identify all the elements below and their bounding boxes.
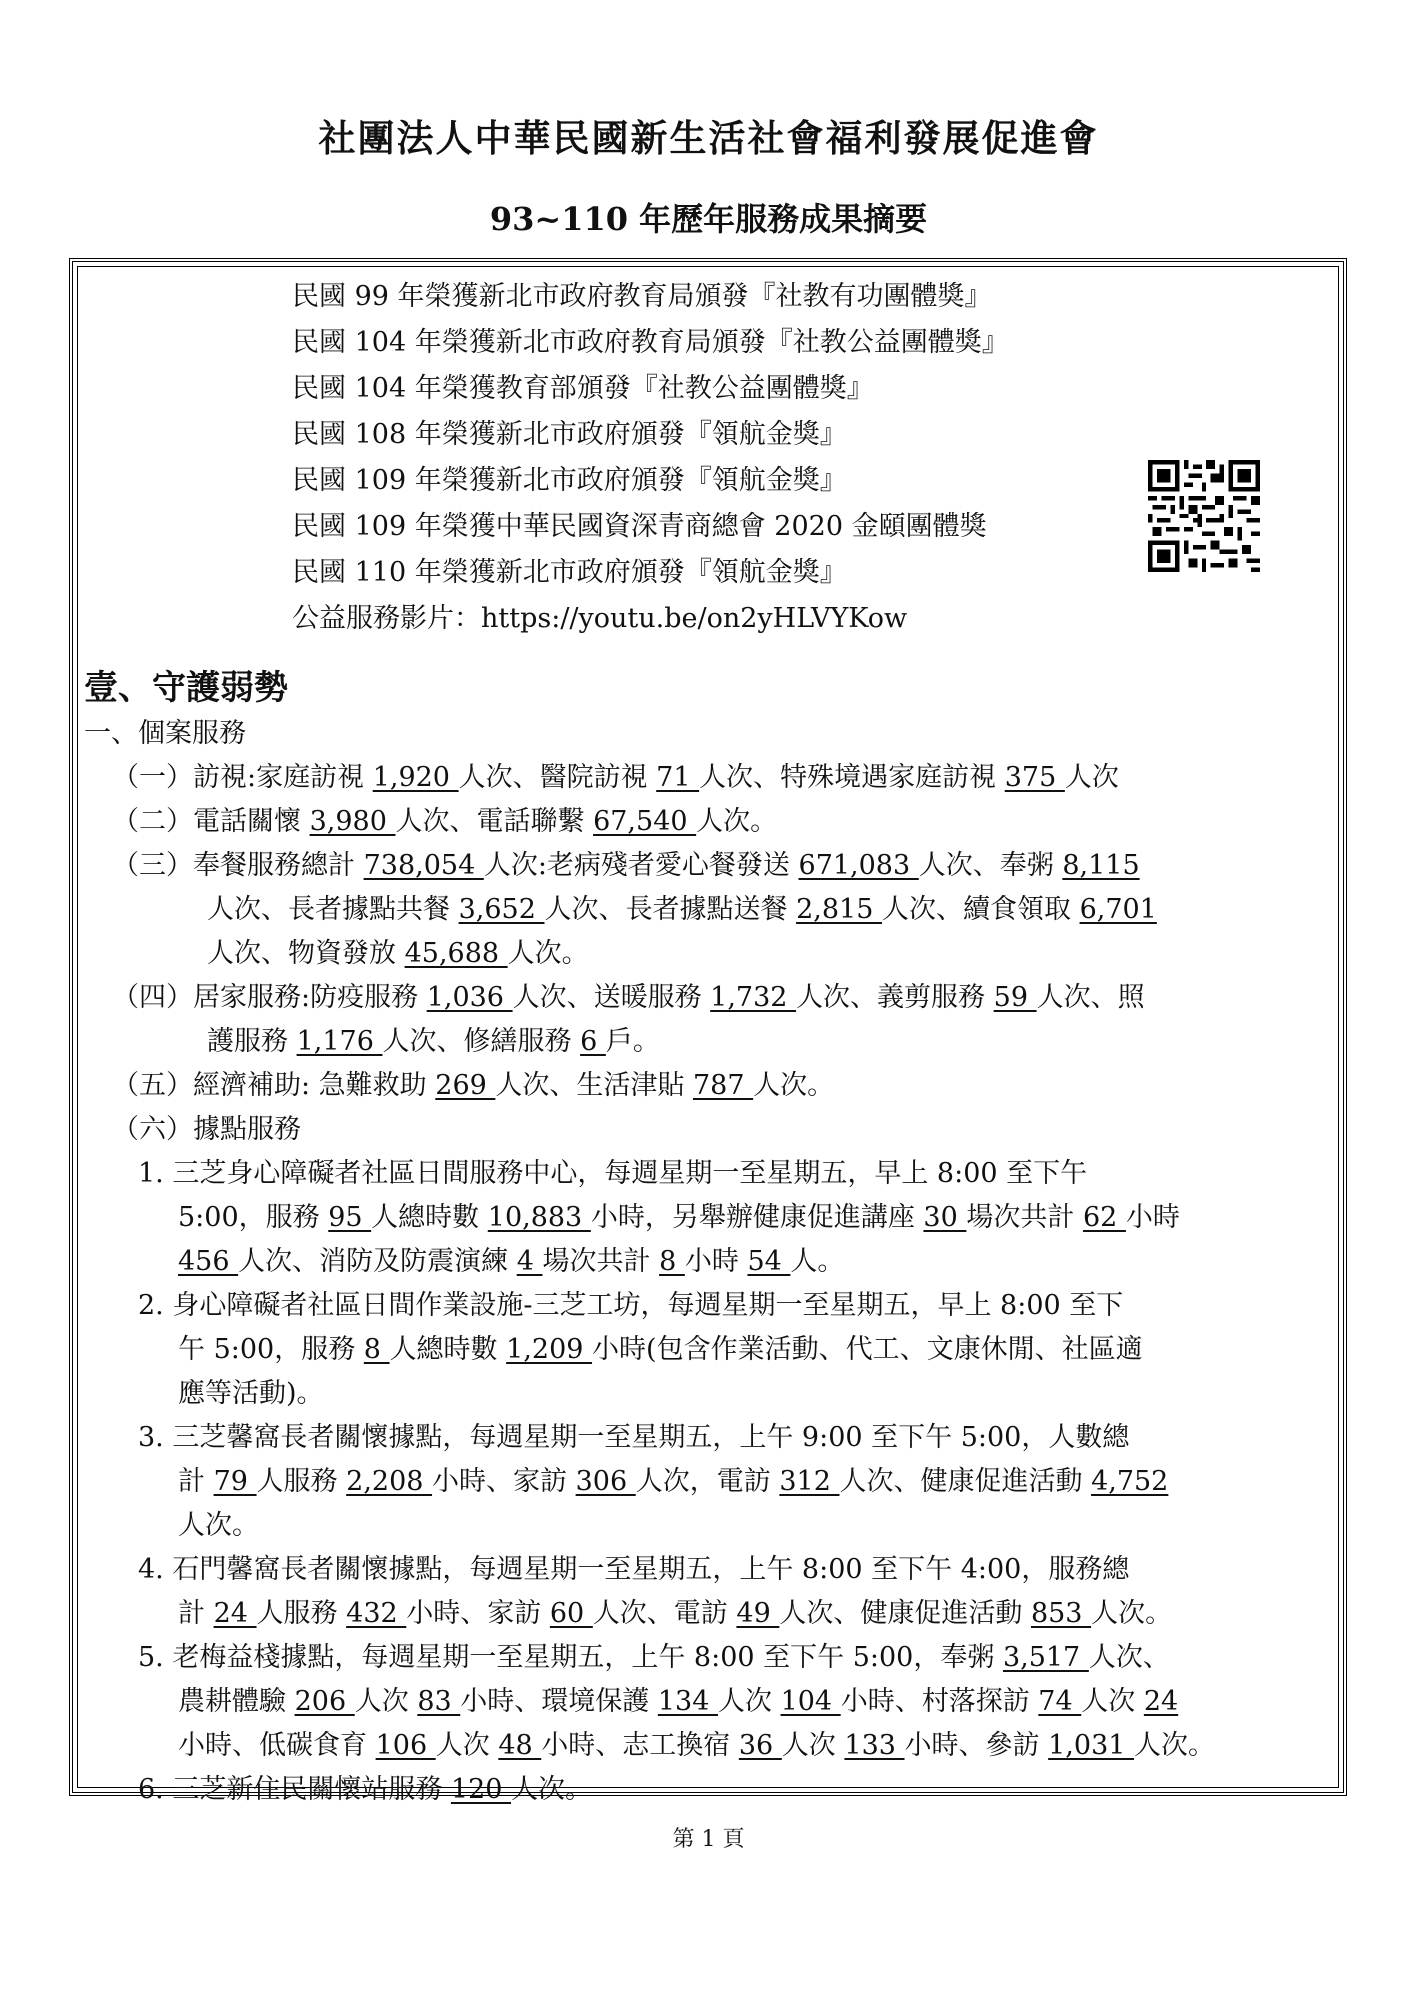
service-line <box>178 1512 259 1539</box>
qr-code-icon[interactable] <box>1148 460 1260 572</box>
stat-value: 104 <box>780 1686 841 1717</box>
stat-value: 4,752 <box>1091 1466 1169 1497</box>
award-line: 民國 104 年榮獲新北市政府教育局頒發『社教公益團體獎』 <box>292 327 1009 358</box>
line-text: 小時、家訪 <box>406 1598 550 1629</box>
line-text: 人次、醫院訪視 <box>458 762 657 793</box>
stat-value: 49 <box>736 1598 780 1629</box>
stat-value: 83 <box>417 1686 461 1717</box>
stat-value: 2,208 <box>346 1466 433 1497</box>
line-text: 人次。 <box>1134 1730 1216 1761</box>
line-text: 小時 <box>684 1246 748 1277</box>
award-line: 民國 104 年榮獲教育部頒發『社教公益團體獎』 <box>292 373 874 404</box>
stat-value: 1,920 <box>372 762 459 793</box>
service-line <box>178 1600 1172 1627</box>
stat-value: 24 <box>213 1598 257 1629</box>
award-line: 民國 108 年榮獲新北市政府頒發『領航金獎』 <box>292 419 847 450</box>
line-text: 人。 <box>790 1246 845 1277</box>
stat-value: 3,652 <box>458 894 545 925</box>
stat-value: 1,732 <box>710 982 797 1013</box>
line-text: 一、個案服務 <box>84 718 246 749</box>
service-line <box>138 1292 1123 1319</box>
line-text: 小時，另舉辦健康促進講座 <box>590 1202 924 1233</box>
line-text: 人次、續食領取 <box>881 894 1080 925</box>
line-text: 人次。 <box>696 806 778 837</box>
line-text: 人次、健康促進活動 <box>779 1598 1031 1629</box>
line-text: 計 <box>178 1598 214 1629</box>
line-text: （五）經濟補助: 急難救助 <box>112 1070 436 1101</box>
stat-value: 60 <box>549 1598 593 1629</box>
stat-value: 1,209 <box>506 1334 593 1365</box>
line-text: 6. 三芝新住民關懷站服務 <box>138 1774 451 1805</box>
line-text: 人次。 <box>178 1510 259 1541</box>
line-text: 小時、志工換宿 <box>541 1730 739 1761</box>
line-text: 小時、環境保護 <box>460 1686 658 1717</box>
stat-value: 787 <box>692 1070 754 1101</box>
subsection-heading <box>84 720 246 747</box>
video-link[interactable]: 公益服務影片：https://youtu.be/on2yHLVYKow <box>292 603 908 634</box>
line-text: 人次、電訪 <box>592 1598 737 1629</box>
line-text: 人次，電訪 <box>635 1466 780 1497</box>
line-text: 人次、健康促進活動 <box>839 1466 1092 1497</box>
document-subtitle: 93~110 年歷年服務成果摘要 <box>489 200 928 238</box>
stat-value: 269 <box>435 1070 496 1101</box>
line-text: 小時、家訪 <box>432 1466 576 1497</box>
service-line <box>178 1732 1215 1759</box>
line-text: 4. 石門馨窩長者關懷據點，每週星期一至星期五，上午 8:00 至下午 4:00，服務總 <box>138 1554 1130 1585</box>
line-text: 人次 <box>781 1730 845 1761</box>
section-title: 壹、守護弱勢 <box>84 668 288 708</box>
service-line <box>178 1204 1180 1231</box>
stat-value: 2,815 <box>796 894 882 925</box>
service-line <box>178 1248 844 1275</box>
stat-value: 36 <box>738 1730 782 1761</box>
service-line <box>112 852 1140 879</box>
service-line <box>112 1116 301 1143</box>
stat-value: 432 <box>346 1598 407 1629</box>
line-text: 人次、奉粥 <box>918 850 1063 881</box>
page-number: 第 1 頁 <box>672 1827 745 1852</box>
line-text: 人次 <box>435 1730 499 1761</box>
line-text: 3. 三芝馨窩長者關懷據點，每週星期一至星期五，上午 9:00 至下午 5:00，人數總 <box>138 1422 1130 1453</box>
stat-value: 206 <box>294 1686 355 1717</box>
stat-value: 62 <box>1082 1202 1126 1233</box>
line-text: 農耕體驗 <box>178 1686 295 1717</box>
stat-value: 79 <box>213 1466 257 1497</box>
service-line <box>138 1644 1170 1671</box>
line-text: 人次 <box>354 1686 418 1717</box>
line-text: 人次、物資發放 <box>207 938 405 969</box>
stat-value: 375 <box>1004 762 1065 793</box>
stat-value: 312 <box>779 1466 840 1497</box>
stat-value: 3,517 <box>1002 1642 1089 1673</box>
line-text: 人次、送暖服務 <box>512 982 711 1013</box>
line-text: 人服務 <box>256 1598 347 1629</box>
line-text: 小時、參訪 <box>904 1730 1049 1761</box>
stat-value: 1,036 <box>426 982 513 1013</box>
stat-value: 6,701 <box>1079 894 1157 925</box>
service-line <box>112 808 777 835</box>
award-line: 民國 109 年榮獲中華民國資深青商總會 2020 金頤團體獎 <box>292 511 987 542</box>
stat-value: 67,540 <box>593 806 697 837</box>
stat-value: 45,688 <box>404 938 508 969</box>
stat-value: 8 <box>363 1334 390 1365</box>
service-line <box>178 1468 1168 1495</box>
service-line <box>207 1028 660 1055</box>
award-line: 民國 99 年榮獲新北市政府教育局頒發『社教有功團體獎』 <box>292 281 992 312</box>
line-text: 5. 老梅益棧據點，每週星期一至星期五，上午 8:00 至下午 5:00，奉粥 <box>138 1642 1003 1673</box>
document-title: 社團法人中華民國新生活社會福利發展促進會 <box>318 116 1099 160</box>
stat-value: 48 <box>498 1730 542 1761</box>
line-text: 人次、長者據點送餐 <box>544 894 797 925</box>
stat-value: 3,980 <box>309 806 396 837</box>
line-text: 計 <box>178 1466 214 1497</box>
line-text: 人次。 <box>753 1070 835 1101</box>
line-text: 人次 <box>1081 1686 1144 1717</box>
stat-value: 106 <box>375 1730 436 1761</box>
line-text: 人次、照 <box>1036 982 1145 1013</box>
line-text: 人次、電話聯繫 <box>395 806 594 837</box>
stat-value: 8,115 <box>1062 850 1140 881</box>
line-text: （二）電話關懷 <box>112 806 310 837</box>
line-text: 小時(包含作業活動、代工、文康休閒、社區適 <box>592 1334 1143 1365</box>
line-text: 1. 三芝身心障礙者社區日間服務中心，每週星期一至星期五，早上 8:00 至下午 <box>138 1158 1088 1189</box>
line-text: 人次 <box>717 1686 781 1717</box>
line-text: 人次。 <box>507 938 589 969</box>
line-text: 人次、生活津貼 <box>495 1070 693 1101</box>
stat-value: 671,083 <box>798 850 919 881</box>
service-line <box>178 1336 1143 1363</box>
line-text: 小時、村落探訪 <box>840 1686 1039 1717</box>
line-text: 2. 身心障礙者社區日間作業設施-三芝工坊，每週星期一至星期五，早上 8:00 至下 <box>138 1290 1124 1321</box>
service-line <box>207 896 1157 923</box>
stat-value: 54 <box>747 1246 791 1277</box>
stat-value: 306 <box>575 1466 636 1497</box>
stat-value: 134 <box>657 1686 718 1717</box>
line-text: 午 5:00，服務 <box>178 1334 364 1365</box>
line-text: 人次、修繕服務 <box>382 1026 581 1057</box>
line-text: 人次 <box>1064 762 1119 793</box>
service-line <box>112 1072 834 1099</box>
stat-value: 30 <box>923 1202 967 1233</box>
stat-value: 456 <box>178 1246 239 1277</box>
line-text: 人次、特殊境遇家庭訪視 <box>699 762 1005 793</box>
line-text: （一）訪視:家庭訪視 <box>112 762 373 793</box>
line-text: 人服務 <box>256 1466 347 1497</box>
line-text: 場次共計 <box>966 1202 1083 1233</box>
stat-value: 853 <box>1030 1598 1092 1629</box>
stat-value: 59 <box>993 982 1037 1013</box>
line-text: 人總時數 <box>371 1202 488 1233</box>
line-text: 人次:老病殘者愛心餐發送 <box>483 850 799 881</box>
service-line <box>112 764 1119 791</box>
stat-value: 4 <box>516 1246 543 1277</box>
service-line <box>138 1776 592 1803</box>
line-text: 5:00，服務 <box>178 1202 329 1233</box>
line-text: 場次共計 <box>542 1246 660 1277</box>
stat-value: 120 <box>450 1774 512 1805</box>
line-text: 人次、長者據點共餐 <box>207 894 459 925</box>
line-text: 應等活動)。 <box>178 1378 324 1409</box>
line-text: （三）奉餐服務總計 <box>112 850 364 881</box>
award-line: 民國 109 年榮獲新北市政府頒發『領航金獎』 <box>292 465 847 496</box>
stat-value: 6 <box>580 1026 606 1057</box>
service-line <box>138 1424 1129 1451</box>
stat-value: 738,054 <box>363 850 484 881</box>
line-text: 人次。 <box>511 1774 593 1805</box>
stat-value: 10,883 <box>487 1202 591 1233</box>
line-text: （六）據點服務 <box>112 1114 301 1145</box>
service-line <box>138 1556 1129 1583</box>
line-text: 小時、低碳食育 <box>178 1730 376 1761</box>
service-line <box>178 1688 1178 1715</box>
stat-value: 95 <box>328 1202 372 1233</box>
line-text: 人總時數 <box>389 1334 507 1365</box>
service-line <box>207 940 589 967</box>
stat-value: 1,031 <box>1048 1730 1135 1761</box>
line-text: 小時 <box>1125 1202 1180 1233</box>
service-line <box>112 984 1145 1011</box>
line-text: 人次、消防及防震演練 <box>238 1246 517 1277</box>
line-text: 人次、義剪服務 <box>796 982 994 1013</box>
service-line <box>178 1380 324 1407</box>
line-text: 人次、 <box>1088 1642 1170 1673</box>
stat-value: 8 <box>659 1246 685 1277</box>
stat-value: 133 <box>844 1730 905 1761</box>
stat-value: 71 <box>656 762 700 793</box>
stat-value: 24 <box>1143 1686 1179 1717</box>
line-text: （四）居家服務:防疫服務 <box>112 982 427 1013</box>
stat-value: 1,176 <box>296 1026 383 1057</box>
stat-value: 74 <box>1038 1686 1082 1717</box>
line-text: 人次。 <box>1091 1598 1173 1629</box>
service-line <box>138 1160 1087 1187</box>
line-text: 護服務 <box>207 1026 297 1057</box>
award-line: 民國 110 年榮獲新北市政府頒發『領航金獎』 <box>292 557 847 588</box>
line-text: 戶。 <box>605 1026 660 1057</box>
